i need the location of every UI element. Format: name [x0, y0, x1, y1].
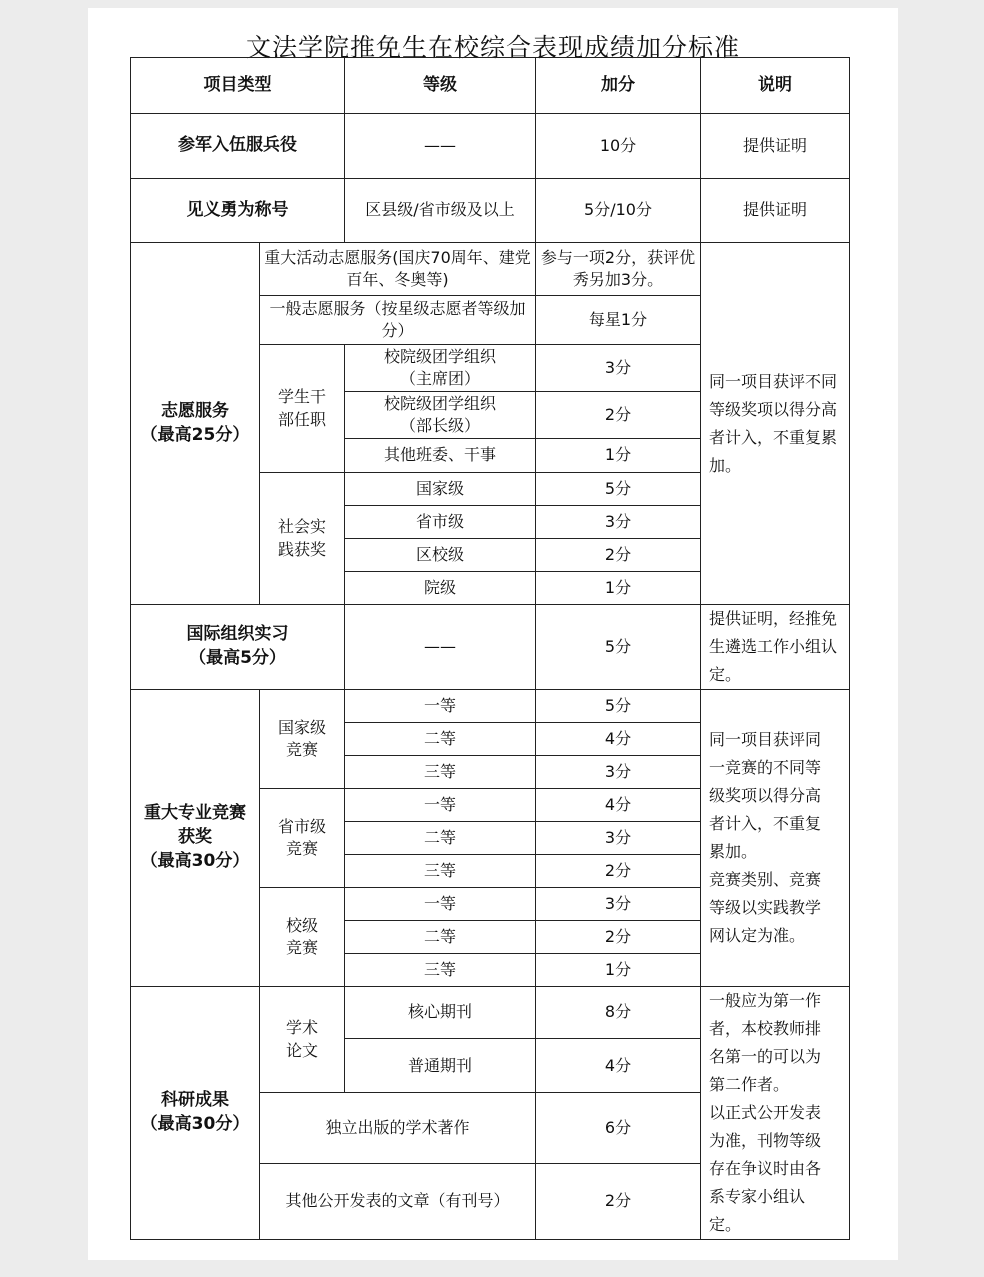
table-row [131, 987, 850, 1039]
paper-level-2: 普通期刊 [345, 1039, 536, 1093]
note-line: 第二作者。 [709, 1075, 790, 1094]
note-line: 一般应为第一作 [709, 991, 822, 1010]
cadre-level-3: 其他班委、干事 [345, 439, 536, 473]
intern-name: 国际组织实习 [186, 624, 289, 645]
practice-label: 社会实践获奖 [260, 473, 345, 605]
document-title: 文法学院推免生在校综合表现成绩加分标准 [245, 33, 740, 62]
competition-group-2-label: 省市级竞赛 [260, 789, 345, 888]
table-row [131, 243, 850, 296]
practice-points-3: 2分 [536, 539, 701, 572]
competition-cap: （最高30分） [140, 850, 250, 871]
intern-level: —— [345, 605, 536, 690]
header-level: 等级 [345, 58, 536, 114]
table-row [131, 114, 850, 179]
note-line: 网认定为准。 [709, 926, 806, 945]
intern-cap: （最高5分） [189, 648, 286, 668]
header-points: 加分 [536, 58, 701, 114]
note-line: 以正式公开发表 [709, 1103, 822, 1122]
book-item: 独立出版的学术著作 [260, 1093, 536, 1163]
book-points: 6分 [536, 1093, 701, 1163]
competition-level: 三等 [345, 756, 536, 789]
volunteer-category [131, 243, 260, 605]
competition-level: 二等 [345, 822, 536, 855]
competition-level: 三等 [345, 954, 536, 987]
competition-points: 2分 [536, 921, 701, 954]
note-line: 等级以实践教学 [709, 898, 822, 917]
note-line: 系专家小组认 [709, 1187, 806, 1206]
practice-points-2: 3分 [536, 506, 701, 539]
cadre-points-2: 2分 [536, 392, 701, 439]
research-note [701, 987, 850, 1240]
table-row [131, 605, 850, 690]
practice-points-4: 1分 [536, 572, 701, 605]
cadre-points-3: 1分 [536, 439, 701, 473]
volunteer-major-points: 参与一项2分，获评优秀另加3分。 [536, 243, 701, 296]
competition-level: 一等 [345, 888, 536, 921]
header-note: 说明 [701, 58, 850, 114]
note-line: 级奖项以得分高 [709, 786, 822, 805]
competition-level: 二等 [345, 921, 536, 954]
practice-level-1: 国家级 [345, 473, 536, 506]
practice-level-2: 省市级 [345, 506, 536, 539]
intern-points: 5分 [536, 605, 701, 690]
competition-points: 4分 [536, 723, 701, 756]
note-line: 为准，刊物等级 [709, 1131, 822, 1150]
paper-points-1: 8分 [536, 987, 701, 1039]
note-line: 者计入，不重复 [709, 814, 822, 833]
heroic-points: 5分/10分 [536, 179, 701, 243]
article-points: 2分 [536, 1163, 701, 1239]
note-line: 存在争议时由各 [709, 1159, 822, 1178]
note-line: 名第一的可以为 [709, 1047, 822, 1066]
heroic-level: 区县级/省市级及以上 [345, 179, 536, 243]
volunteer-note: 同一项目获评不同等级奖项以得分高者计入，不重复累加。 [701, 243, 850, 605]
volunteer-general-points: 每星1分 [536, 296, 701, 345]
practice-level-4: 院级 [345, 572, 536, 605]
volunteer-general-activity: 一般志愿服务（按星级志愿者等级加分） [260, 296, 536, 345]
heroic-name: 见义勇为称号 [131, 179, 345, 243]
cadre-points-1: 3分 [536, 345, 701, 392]
paper-label: 学术论文 [260, 987, 345, 1093]
note-line: 同一项目获评同 [709, 730, 822, 749]
competition-level: 一等 [345, 789, 536, 822]
intern-category [131, 605, 345, 690]
competition-category [131, 690, 260, 987]
paper-level-1: 核心期刊 [345, 987, 536, 1039]
research-name: 科研成果 [161, 1090, 229, 1111]
cadre-label: 学生干部任职 [260, 345, 345, 473]
military-points: 10分 [536, 114, 701, 179]
note-line: 定。 [709, 1215, 742, 1234]
cadre-level-2: 校院级团学组织（部长级） [345, 392, 536, 439]
practice-points-1: 5分 [536, 473, 701, 506]
competition-group-3-label: 校级竞赛 [260, 888, 345, 987]
competition-group-1-label: 国家级竞赛 [260, 690, 345, 789]
volunteer-major-activity: 重大活动志愿服务(国庆70周年、建党百年、冬奥等) [260, 243, 536, 296]
competition-points: 3分 [536, 822, 701, 855]
competition-name: 重大专业竞赛获奖 [144, 803, 246, 848]
header-type: 项目类型 [131, 58, 345, 114]
practice-level-3: 区校级 [345, 539, 536, 572]
competition-level: 二等 [345, 723, 536, 756]
intern-note: 提供证明，经推免生遴选工作小组认定。 [701, 605, 850, 690]
competition-level: 三等 [345, 855, 536, 888]
military-note: 提供证明 [701, 114, 850, 179]
note-line: 一竞赛的不同等 [709, 758, 822, 777]
competition-points: 2分 [536, 855, 701, 888]
military-name: 参军入伍服兵役 [131, 114, 345, 179]
research-cap: （最高30分） [140, 1114, 250, 1134]
competition-points: 3分 [536, 756, 701, 789]
cadre-level-1: 校院级团学组织（主席团） [345, 345, 536, 392]
competition-note [701, 690, 850, 987]
document-page [88, 8, 898, 1260]
scoring-table [130, 57, 850, 1240]
military-level: —— [345, 114, 536, 179]
table-row [131, 690, 850, 723]
heroic-note: 提供证明 [701, 179, 850, 243]
note-line: 者，本校教师排 [709, 1019, 822, 1038]
research-category [131, 987, 260, 1240]
volunteer-cap: （最高25分） [140, 424, 250, 445]
article-item: 其他公开发表的文章（有刊号） [260, 1163, 536, 1239]
table-row [131, 179, 850, 243]
competition-level: 一等 [345, 690, 536, 723]
note-line: 累加。 [709, 842, 758, 861]
paper-points-2: 4分 [536, 1039, 701, 1093]
competition-points: 4分 [536, 789, 701, 822]
competition-points: 3分 [536, 888, 701, 921]
table-header-row [131, 58, 850, 114]
competition-points: 1分 [536, 954, 701, 987]
competition-points: 5分 [536, 690, 701, 723]
note-line: 竞赛类别、竞赛 [709, 870, 822, 889]
volunteer-name: 志愿服务 [161, 400, 229, 421]
